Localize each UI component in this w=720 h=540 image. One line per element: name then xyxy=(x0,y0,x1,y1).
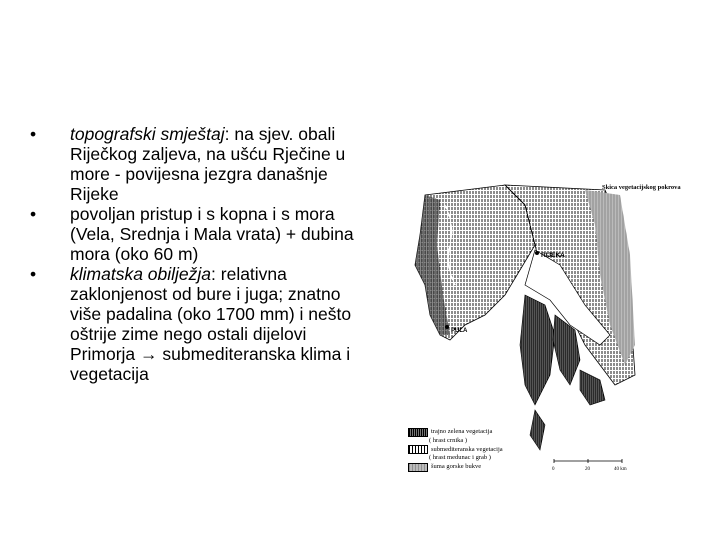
bullet-lead: topografski smještaj xyxy=(70,124,225,144)
bullet-item-location xyxy=(30,124,370,204)
legend-item-evergreen xyxy=(408,428,503,437)
bullet-lead: klimatska obilježja xyxy=(70,264,212,284)
legend-swatch xyxy=(408,445,428,454)
legend-label: submediteranska vegetacija xyxy=(431,445,503,453)
map-legend xyxy=(408,428,503,472)
legend-item-beech xyxy=(408,463,503,472)
legend-label: šuma gorske bukve xyxy=(431,463,482,471)
scale-bar xyxy=(550,458,630,472)
legend-item-submediterranean xyxy=(408,445,503,454)
pula-label: PULA xyxy=(451,328,468,334)
bullet-list xyxy=(30,124,370,384)
map-title: Skica vegetacijskog pokrova xyxy=(602,184,681,191)
rijeka-label: RIJEKA xyxy=(541,252,565,259)
bullet-item-access xyxy=(30,204,370,264)
bullet-text: : relativna zaklonjenost od bure i juga; znatno više padalina (oko 1700 mm) i nešto oštrije zime nego ostali dijelovi Primorja → submediteranska klima i vegetacija xyxy=(70,264,352,384)
legend-swatch xyxy=(408,463,428,472)
legend-label: trajno zelena vegetacija xyxy=(431,428,493,436)
pula-marker xyxy=(445,325,449,329)
bullet-marker: • xyxy=(30,124,37,144)
scale-end: 40 km xyxy=(614,467,627,472)
legend-swatch xyxy=(408,428,428,437)
bullet-text: povoljan pristup i s kopna i s mora (Vela, Srednja i Mala vrata) + dubina mora (oko 60 m) xyxy=(70,204,354,264)
legend-sublabel: ( hrast crnika ) xyxy=(429,437,468,444)
rijeka-marker xyxy=(535,251,539,255)
scale-mid: 20 xyxy=(585,467,590,472)
bullet-marker: • xyxy=(30,264,37,284)
island-losinj xyxy=(530,410,545,450)
map-scale xyxy=(550,458,630,474)
scale-start: 0 xyxy=(552,467,555,472)
legend-sublabel: ( hrast medunac i grab ) xyxy=(429,454,491,462)
island-rab xyxy=(580,370,605,405)
island-cres xyxy=(520,295,555,405)
bullet-text: : na sjev. obali Riječkog zaljeva, na ušću Rječine u more - povijesna jezgra današnje Rijeke xyxy=(70,124,346,204)
bullet-item-climate xyxy=(30,264,370,384)
bullet-marker: • xyxy=(30,204,37,224)
